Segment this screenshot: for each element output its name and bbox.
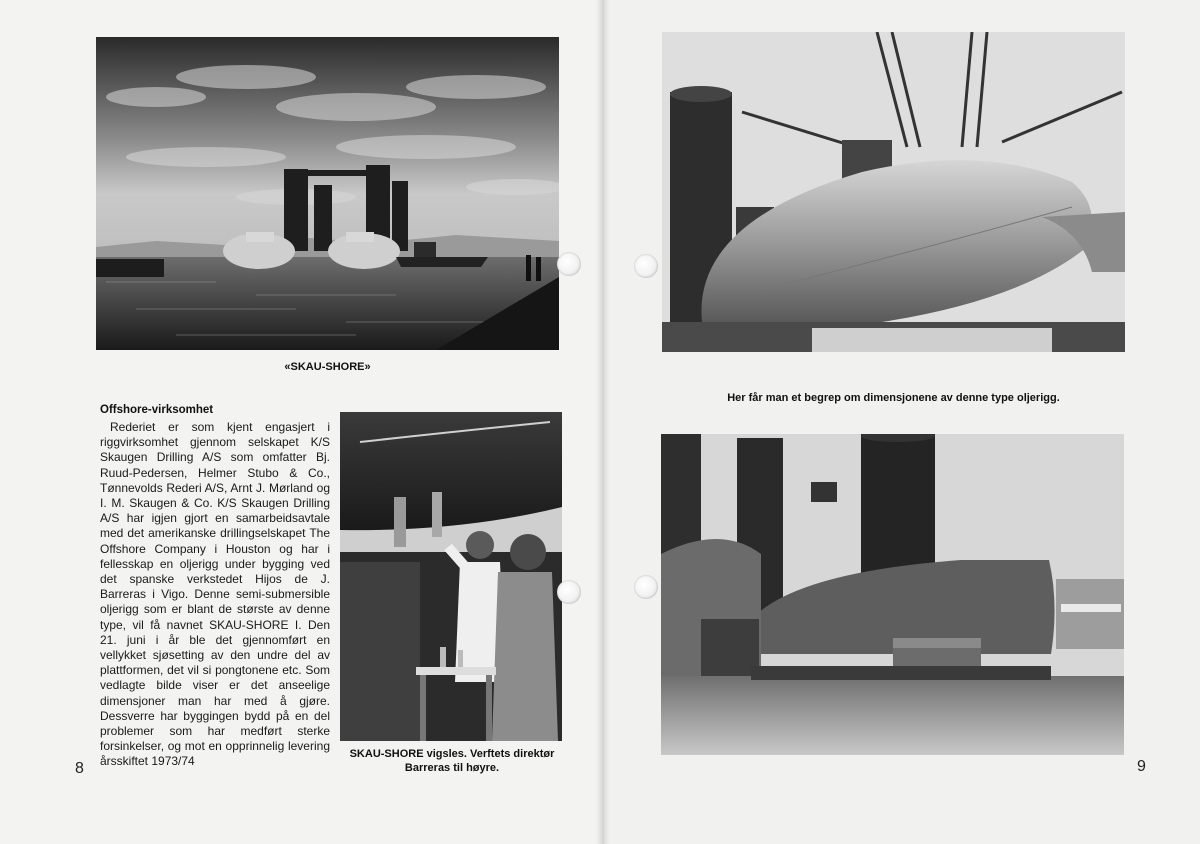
christening-ceremony-photo bbox=[340, 412, 562, 741]
christening-caption-line2: Barreras til høyre. bbox=[404, 762, 500, 774]
christening-photo-caption bbox=[336, 747, 568, 775]
page-number-right: 9 bbox=[1137, 758, 1146, 775]
sea-photo-caption: «SKAU-SHORE» bbox=[284, 361, 371, 373]
christening-caption-line1: SKAU-SHORE vigsles. Verftets direktør bbox=[349, 748, 555, 760]
center-spine-shadow bbox=[596, 0, 610, 844]
construction-photo-caption: Her får man et begrep om dimensjonene av denne type oljerigg. bbox=[727, 392, 1060, 404]
page-number-left: 8 bbox=[75, 760, 84, 777]
pontoons-in-water-photo bbox=[661, 434, 1124, 755]
article-body bbox=[100, 420, 330, 770]
binding-hole-right-bottom bbox=[634, 575, 658, 599]
binding-hole-left-bottom bbox=[557, 580, 581, 604]
article-paragraph: Rederiet er som kjent engasjert i riggvirksomhet gjennom selskapet K/S Skaugen Drilling A/S som omfatter Bj. Ruud-Pedersen, Helmer Stubo & Co., Tønnevolds Rederi A/S, Arnt J. Mørland og I. M. Skaugen & Co. K/S Skaugen Drilling A/S har igjen gjort en samarbeidsavtale med det amerikanske drillingselskapet The Offshore Company i Houston og har i fellesskap en oljerigg under bygging ved det spanske verkstedet Hijos de J. Barreras i Vigo. Denne semi-submersible oljerigg som er blant de største av denne type, vil få navnet SKAU-SHORE I. Den 21. juni i år ble det gjennomført en vellykket sjøsetting av den undre del av plattformen, det vil si pongtonene etc. Som vedlagte bilde viser er det anseelige dimensjoner man har med å gjøre. Dessverre har byggingen bydd på en del problemer som har medført sterke forsinkelser, og mot en opprinnelig levering årsskiftet 1973/74 bbox=[100, 420, 330, 769]
right-page bbox=[603, 0, 1200, 844]
rig-construction-photo bbox=[662, 32, 1125, 352]
section-heading: Offshore-virksomhet bbox=[100, 404, 214, 416]
binding-hole-right-top bbox=[634, 254, 658, 278]
binding-hole-left-top bbox=[557, 252, 581, 276]
skau-shore-sea-photo bbox=[96, 37, 559, 350]
